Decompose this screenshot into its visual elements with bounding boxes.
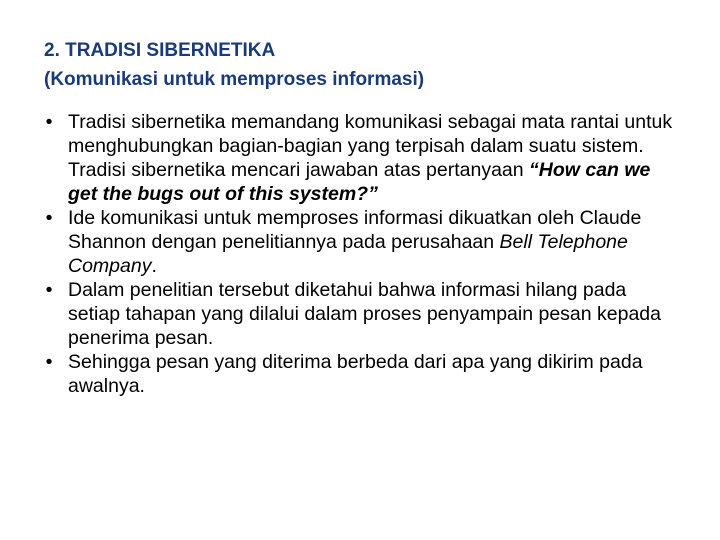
title-line-1: 2. TRADISI SIBERNETIKA <box>44 40 276 61</box>
bullet-1-text: Tradisi sibernetika memandang komunikasi sebagai mata rantai untuk menghubungkan bagian-bagian yang terpisah dalam suatu sistem. Tradisi sibernetika mencari jawaban atas pertanyaan <box>68 111 673 181</box>
bullet-icon: • <box>45 351 53 373</box>
slide-title <box>44 36 684 94</box>
bullet-2-text: Ide komunikasi untuk memproses informasi dikuatkan oleh Claude Shannon dengan penelitiannya pada perusahaan <box>68 207 642 253</box>
bullet-item-1 <box>38 110 678 206</box>
bullet-2-tail: . <box>151 255 157 277</box>
bullet-item-2 <box>38 206 678 278</box>
bullet-item-4 <box>38 350 678 398</box>
bullet-3-text: Dalam penelitian tersebut diketahui bahwa informasi hilang pada setiap tahapan yang dilalui dalam proses penyampain pesan kepada penerima pesan. <box>68 279 661 349</box>
bullet-1-quote: “How can we get the bugs out of this system?” <box>68 159 651 205</box>
title-line-2: (Komunikasi untuk memproses informasi) <box>44 69 425 90</box>
bullet-list <box>38 110 678 398</box>
bullet-icon: • <box>45 207 53 229</box>
bullet-item-3 <box>38 278 678 350</box>
bullet-4-text: Sehingga pesan yang diterima berbeda dari apa yang dikirim pada awalnya. <box>68 351 643 397</box>
bullet-icon: • <box>45 279 53 301</box>
bullet-icon: • <box>45 111 53 133</box>
bullet-2-emphasis: Bell Telephone Company <box>68 231 628 277</box>
